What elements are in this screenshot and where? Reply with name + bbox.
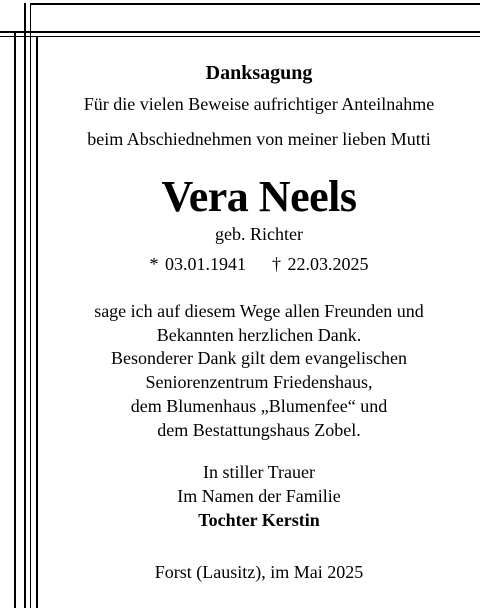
border-top-inner-line	[0, 31, 480, 33]
birth-name: geb. Richter	[215, 224, 303, 244]
closing-line-1: In stiller Trauer	[203, 462, 315, 482]
obituary-notice	[38, 37, 480, 608]
border-left-line-2	[24, 3, 26, 608]
border-left-line-1	[14, 31, 16, 608]
body-line-6: dem Bestattungshaus Zobel.	[157, 420, 361, 440]
body-line-2: Bekannten herzlichen Dank.	[156, 325, 362, 345]
deceased-name: Vera Neels	[161, 172, 357, 221]
intro-line-1: Für die vielen Beweise aufrichtiger Anteilnahme	[83, 94, 435, 114]
body-line-5: dem Blumenhaus „Blumenfee“ und	[130, 396, 388, 416]
signer-name: Tochter Kerstin	[198, 510, 320, 530]
closing-line-2: Im Namen der Familie	[177, 486, 341, 506]
intro-line-2: beim Abschiednehmen von meiner lieben Mutti	[87, 129, 431, 149]
body-line-3: Besonderer Dank gilt dem evangelischen	[111, 348, 407, 368]
place-date: Forst (Lausitz), im Mai 2025	[154, 562, 364, 582]
body-line-1: sage ich auf diesem Wege allen Freunden und	[94, 301, 424, 321]
body-line-4: Seniorenzentrum Friedenshaus,	[145, 372, 373, 392]
border-left-line-3	[30, 3, 31, 608]
life-dates: * 03.01.1941 † 22.03.2025	[149, 254, 369, 274]
border-top-outer-line	[30, 3, 480, 5]
notice-heading: Danksagung	[205, 62, 313, 84]
